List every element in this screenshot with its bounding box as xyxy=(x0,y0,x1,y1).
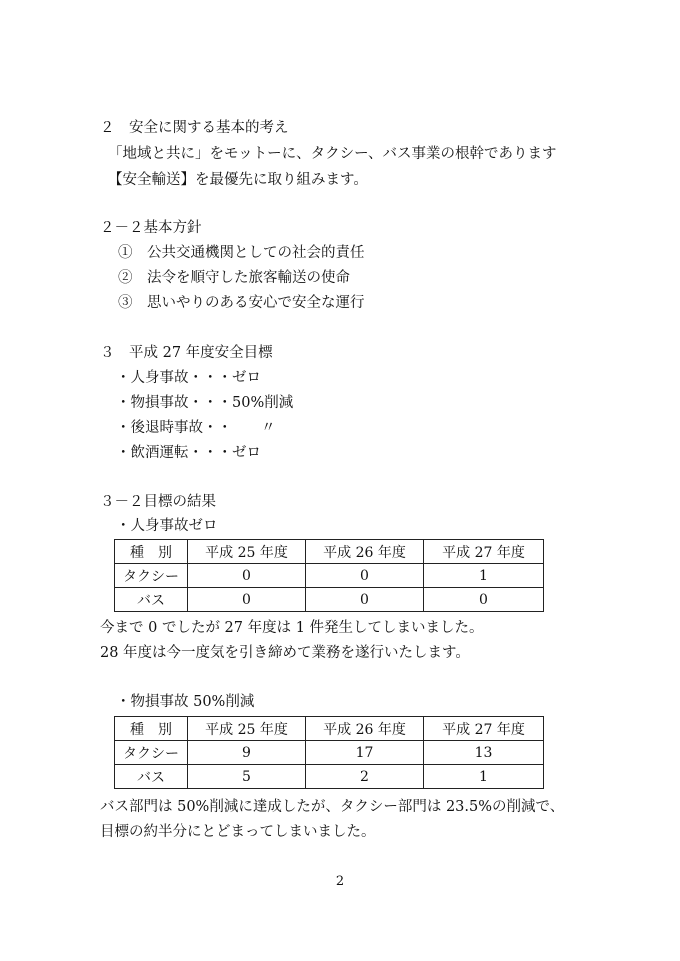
table-header-cell: 平成 27 年度 xyxy=(424,540,544,564)
table-2-note-2: 目標の約半分にとどまってしまいました。 xyxy=(100,824,376,840)
table-row xyxy=(115,564,544,588)
property-damage-table xyxy=(114,716,544,789)
table-cell: 0 xyxy=(188,588,306,612)
table-header-cell: 平成 25 年度 xyxy=(188,540,306,564)
table-cell: 17 xyxy=(306,741,424,765)
table-cell: タクシー xyxy=(115,564,188,588)
table-header-cell: 平成 25 年度 xyxy=(188,717,306,741)
section-2-heading: ２ 安全に関する基本的考え xyxy=(100,120,289,136)
table-2-title: ・物損事故 50%削減 xyxy=(116,694,255,710)
table-header-row xyxy=(115,717,544,741)
table-cell: タクシー xyxy=(115,741,188,765)
table-cell: 0 xyxy=(306,588,424,612)
table-cell: 1 xyxy=(424,564,544,588)
policy-item-2: ② 法令を順守した旅客輸送の使命 xyxy=(118,270,350,286)
table-cell: 1 xyxy=(424,765,544,789)
section-3-2-heading: ３－２目標の結果 xyxy=(100,494,216,510)
goal-item-1: ・人身事故・・・ゼロ xyxy=(116,370,261,386)
table-cell: 0 xyxy=(188,564,306,588)
table-cell: 0 xyxy=(424,588,544,612)
table-cell: 0 xyxy=(306,564,424,588)
table-header-row xyxy=(115,540,544,564)
table-row xyxy=(115,765,544,789)
personal-injury-table xyxy=(114,539,544,612)
section-2-line-2: 【安全輸送】を最優先に取り組みます。 xyxy=(108,172,368,188)
table-row xyxy=(115,588,544,612)
table-1-title: ・人身事故ゼロ xyxy=(116,518,218,534)
table-cell: バス xyxy=(115,588,188,612)
table-2-note-1: バス部門は 50%削減に達成したが、タクシー部門は 23.5%の削減で、 xyxy=(100,799,565,815)
table-cell: 5 xyxy=(188,765,306,789)
policy-item-1: ① 公共交通機関としての社会的責任 xyxy=(118,245,365,261)
table-1-note-2: 28 年度は今一度気を引き締めて業務を遂行いたします。 xyxy=(100,645,470,661)
table-cell: バス xyxy=(115,765,188,789)
table-header-cell: 種 別 xyxy=(115,717,188,741)
table-row xyxy=(115,741,544,765)
goal-item-4: ・飲酒運転・・・ゼロ xyxy=(116,445,261,461)
table-cell: 13 xyxy=(424,741,544,765)
policy-item-3: ③ 思いやりのある安心で安全な運行 xyxy=(118,295,365,311)
section-2-line-1: 「地域と共に」をモットーに、タクシー、バス事業の根幹であります xyxy=(108,146,557,162)
table-cell: 2 xyxy=(306,765,424,789)
goal-item-2: ・物損事故・・・50%削減 xyxy=(116,395,294,411)
table-cell: 9 xyxy=(188,741,306,765)
table-header-cell: 平成 26 年度 xyxy=(306,717,424,741)
section-2-2-heading: ２－２基本方針 xyxy=(100,220,202,236)
table-header-cell: 平成 26 年度 xyxy=(306,540,424,564)
goal-item-3: ・後退時事故・・ 〃 xyxy=(116,420,276,436)
table-header-cell: 種 別 xyxy=(115,540,188,564)
section-3-heading: ３ 平成 27 年度安全目標 xyxy=(100,345,273,361)
page-number: 2 xyxy=(335,874,345,889)
table-header-cell: 平成 27 年度 xyxy=(424,717,544,741)
table-1-note-1: 今まで 0 でしたが 27 年度は 1 件発生してしまいました。 xyxy=(100,620,484,636)
